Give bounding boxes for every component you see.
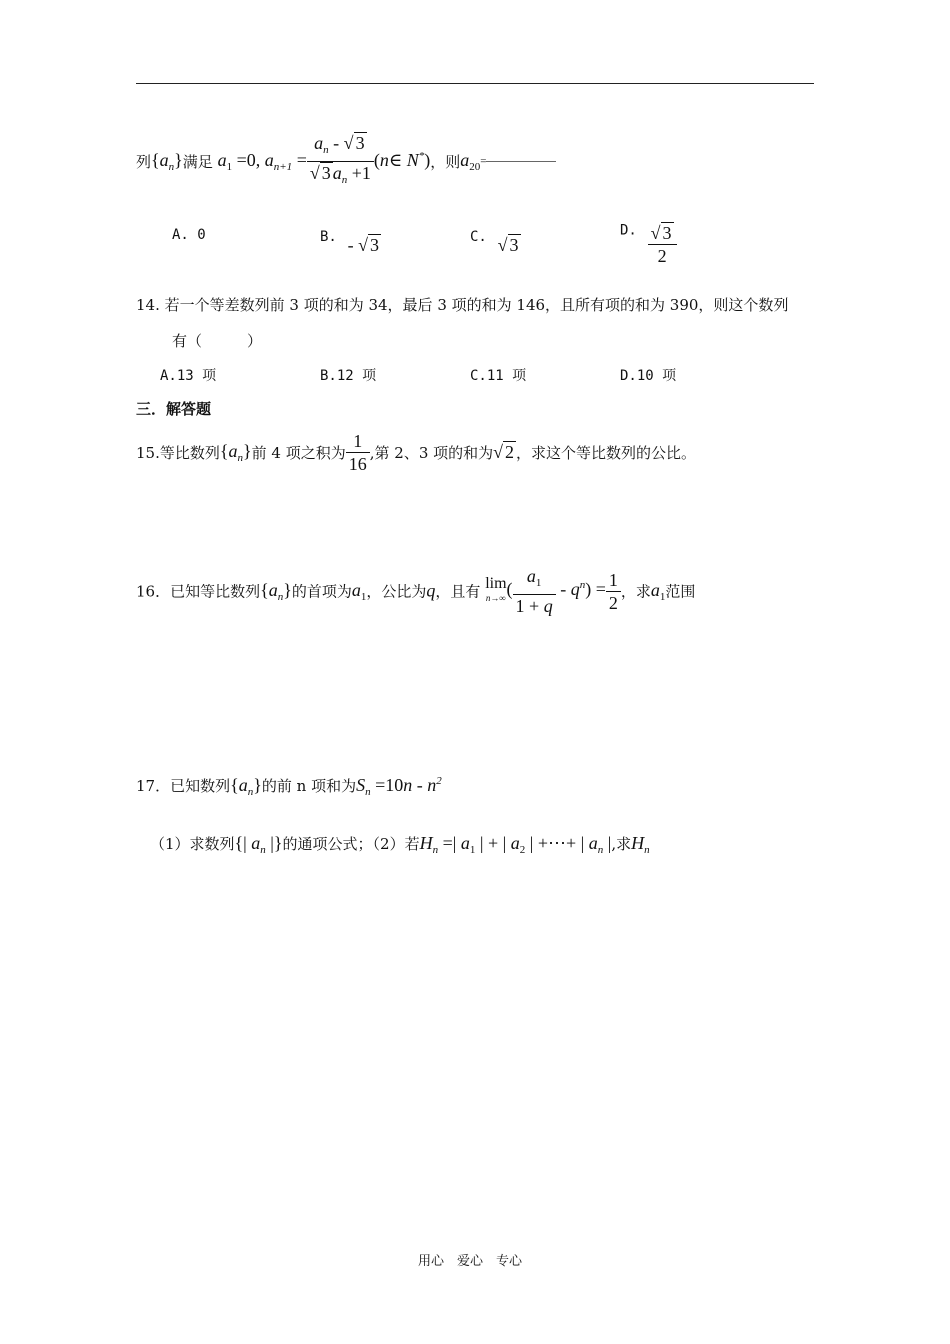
- footer-text: 用心 爱心 专心: [418, 1254, 523, 1269]
- q14-line1: 14. 若一个等差数列前 3 项的和为 34，最后 3 项的和为 146，且所有项的和为 390，则这个数列: [136, 296, 789, 314]
- q13-option-c: C. √ 3: [470, 229, 519, 255]
- q17-parts: （1）求数列{| $a_n$ |}的通项公式；（2）若$H_n$ =| $a_1$ | + | $a_2$ | +⋯+ | $a_n$ |,求$H_n$: [150, 833, 650, 856]
- q13-text-c: ，则: [430, 153, 461, 171]
- q13-recurrence-formula: $a_1 =0$, $a_{n+1}$ = $\frac{a_n - √ 3}{√ 3 a_n +1}$ (n∈ N*): [217, 133, 431, 186]
- q14-option-a: A.13 项: [160, 368, 217, 384]
- q13-text-b: 满足: [182, 153, 213, 171]
- q15-fraction: $\frac{1}{16}$: [346, 430, 370, 475]
- q16-limit-formula: lim n→∞ ( $\frac{a_1}{1 + q}$ - $q^n$) = $\frac{1}{2}$: [485, 579, 621, 599]
- q17-sn-formula: $S_n =10n - n^2$: [356, 775, 442, 798]
- q15-stem: 15.等比数列$\{a_n\}$前 4 项之积为 $\frac{1}{16}$ ,第 2、3 项的和为√ 2 ，求这个等比数列的公比。: [136, 431, 697, 474]
- q17-stem: 17．已知数列$\{a_n\}$的前 n 项和为$S_n =10n - n^2$: [136, 775, 442, 798]
- section-title: 三．解答题: [136, 400, 212, 418]
- q16-stem: 16．已知等比数列$\{a_n\}$的首项为$a_1$，公比为q，且有 lim n→∞ ( $\frac{a_1}{1 + q}$ - $q^n$) = $\frac{1}{2}$ ，求$a_1$范围: [136, 566, 696, 616]
- q14-option-b: B.12 项: [320, 368, 377, 384]
- q13-stem: 列$\{a_n\}$满足 $a_1 =0$, $a_{n+1}$ = $\frac{a_n - √ 3}{√ 3 a_n +1}$ (n∈ N*)，则$a_{20}=$: [136, 132, 556, 191]
- q13-option-a: A. 0: [172, 227, 206, 243]
- q13-option-b: B. - √ 3: [320, 229, 380, 255]
- q17-hn-formula: $H_n$ =| $a_1$ | + | $a_2$ | +⋯+ | $a_n$ |: [419, 833, 612, 856]
- q13-option-d: D. $\frac{√ 3}{2}$: [620, 222, 677, 267]
- q14-line2: 有（ ）: [172, 332, 263, 350]
- header-rule: [136, 83, 814, 84]
- q14-option-c: C.11 项: [470, 368, 527, 384]
- q14-option-d: D.10 项: [620, 368, 677, 384]
- q13-text-a: 列: [136, 153, 152, 171]
- q13-a20: $a_{20}$: [460, 150, 481, 173]
- q13-sequence-an: $\{a_n\}$: [151, 150, 183, 173]
- q13-answer-blank: [486, 161, 556, 162]
